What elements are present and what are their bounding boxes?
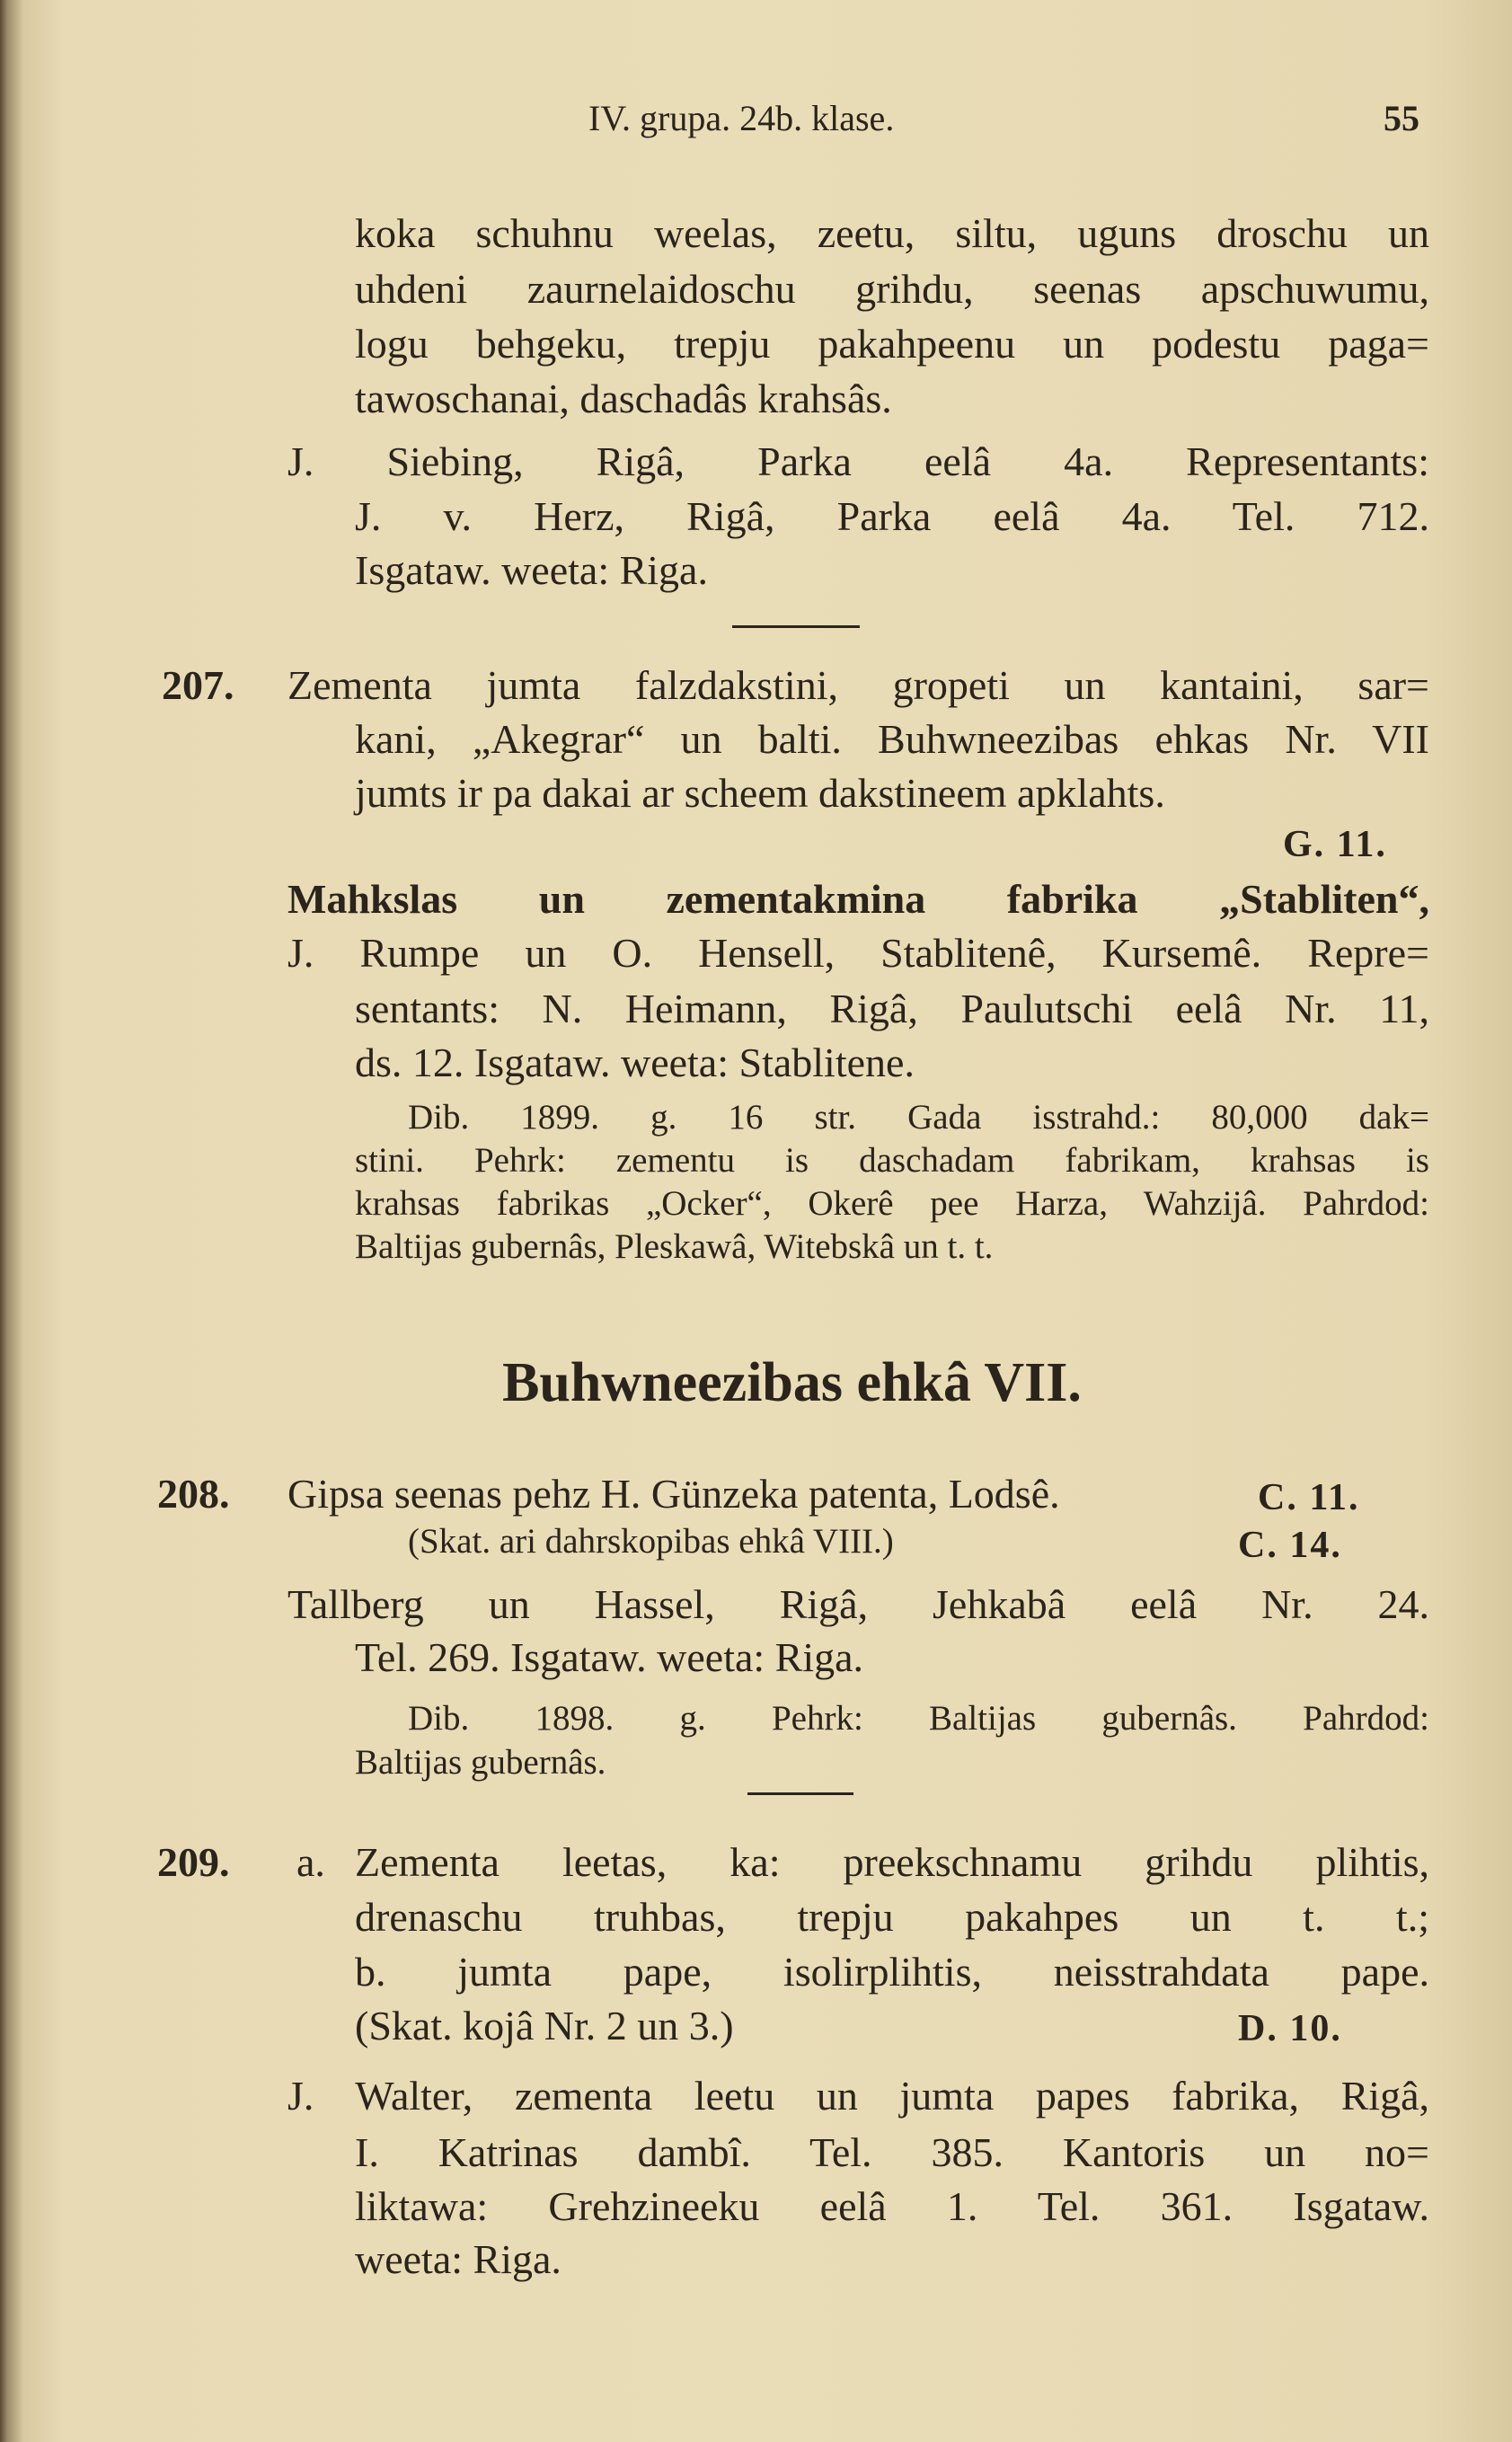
text-line: drenaschu truhbas, trepju pakahpes un t. t.; (355, 1894, 1429, 1940)
running-header: IV. grupa. 24b. klase. (588, 98, 895, 138)
text-line: tawoschanai, daschadâs krahsâs. (355, 376, 892, 421)
class-code: C. 14. (1238, 1525, 1342, 1566)
divider (747, 1792, 853, 1795)
divider (732, 625, 860, 628)
firm-line: Tallberg un Hassel, Rigâ, Jehkabâ eelâ Nr. 24. (287, 1581, 1429, 1627)
text-line: (Skat. kojâ Nr. 2 un 3.) (355, 2003, 734, 2048)
text-line: kani, „Akegrar“ un balti. Buhwneezibas ehkas Nr. VII (355, 716, 1429, 762)
firm-line: Isgataw. weeta: Riga. (355, 547, 708, 593)
details-line: Dib. 1898. g. Pehrk: Baltijas gubernâs. Pahrdod: (408, 1699, 1429, 1738)
firm-line: Tel. 269. Isgataw. weeta: Riga. (355, 1634, 864, 1680)
text-line: (Skat. ari dahrskopibas ehkâ VIII.) (408, 1522, 894, 1561)
item-label: a. (296, 1839, 325, 1885)
firm-line: liktawa: Grehzineeku eelâ 1. Tel. 361. Isgataw. (355, 2183, 1429, 2229)
text-line: Gipsa seenas pehz H. Günzeka patenta, Lodsê. (287, 1471, 1060, 1517)
firm-line: Mahkslas un zementakmina fabrika „Stabliten“, (287, 876, 1429, 922)
entry-number: 207. (162, 662, 234, 708)
details-line: Baltijas gubernâs. (355, 1743, 606, 1782)
entry-number: 208. (157, 1471, 230, 1517)
text-line: b. jumta pape, isolirplihtis, neisstrahdata pape. (355, 1949, 1429, 1995)
page-number: 55 (1384, 98, 1419, 138)
firm-line: J. Siebing, Rigâ, Parka eelâ 4a. Representants: (287, 438, 1429, 484)
text-line: koka schuhnu weelas, zeetu, siltu, uguns droschu un (355, 210, 1429, 256)
class-code: D. 10. (1238, 2008, 1342, 2049)
details-line: krahsas fabrikas „Ocker“, Okerê pee Harza, Wahzijâ. Pahrdod: (355, 1184, 1429, 1223)
firm-line: sentants: N. Heimann, Rigâ, Paulutschi eelâ Nr. 11, (355, 986, 1429, 1031)
firm-line: weeta: Riga. (355, 2236, 561, 2282)
firm-line: I. Katrinas dambî. Tel. 385. Kantoris un no= (355, 2129, 1429, 2175)
firm-line: J. Walter, zementa leetu un jumta papes fabrika, Rigâ, (287, 2073, 1429, 2119)
entry-number: 209. (157, 1839, 230, 1885)
firm-line: J. v. Herz, Rigâ, Parka eelâ 4a. Tel. 712. (355, 493, 1429, 539)
text-line: Zementa jumta falzdakstini, gropeti un kantaini, sar= (287, 662, 1429, 708)
text-line: logu behgeku, trepju pakahpeenu un podestu paga= (355, 321, 1429, 367)
details-line: Dib. 1899. g. 16 str. Gada isstrahd.: 80,000 dak= (408, 1098, 1429, 1137)
section-heading: Buhwneezibas ehkâ VII. (502, 1352, 1082, 1413)
details-line: stini. Pehrk: zementu is daschadam fabrikam, krahsas is (355, 1141, 1429, 1180)
text-line: jumts ir pa dakai ar scheem dakstineem apklahts. (355, 770, 1165, 816)
class-code: G. 11. (1283, 824, 1387, 865)
class-code: C. 11. (1258, 1477, 1360, 1518)
text-line: Zementa leetas, ka: preekschnamu grihdu plihtis, (355, 1839, 1429, 1885)
firm-line: ds. 12. Isgataw. weeta: Stablitene. (355, 1040, 915, 1085)
firm-line: J. Rumpe un O. Hensell, Stablitenê, Kursemê. Repre= (287, 930, 1429, 976)
text-line: uhdeni zaurnelaidoschu grihdu, seenas apschuwumu, (355, 266, 1429, 312)
details-line: Baltijas gubernâs, Pleskawâ, Witebskâ un t. t. (355, 1227, 994, 1266)
